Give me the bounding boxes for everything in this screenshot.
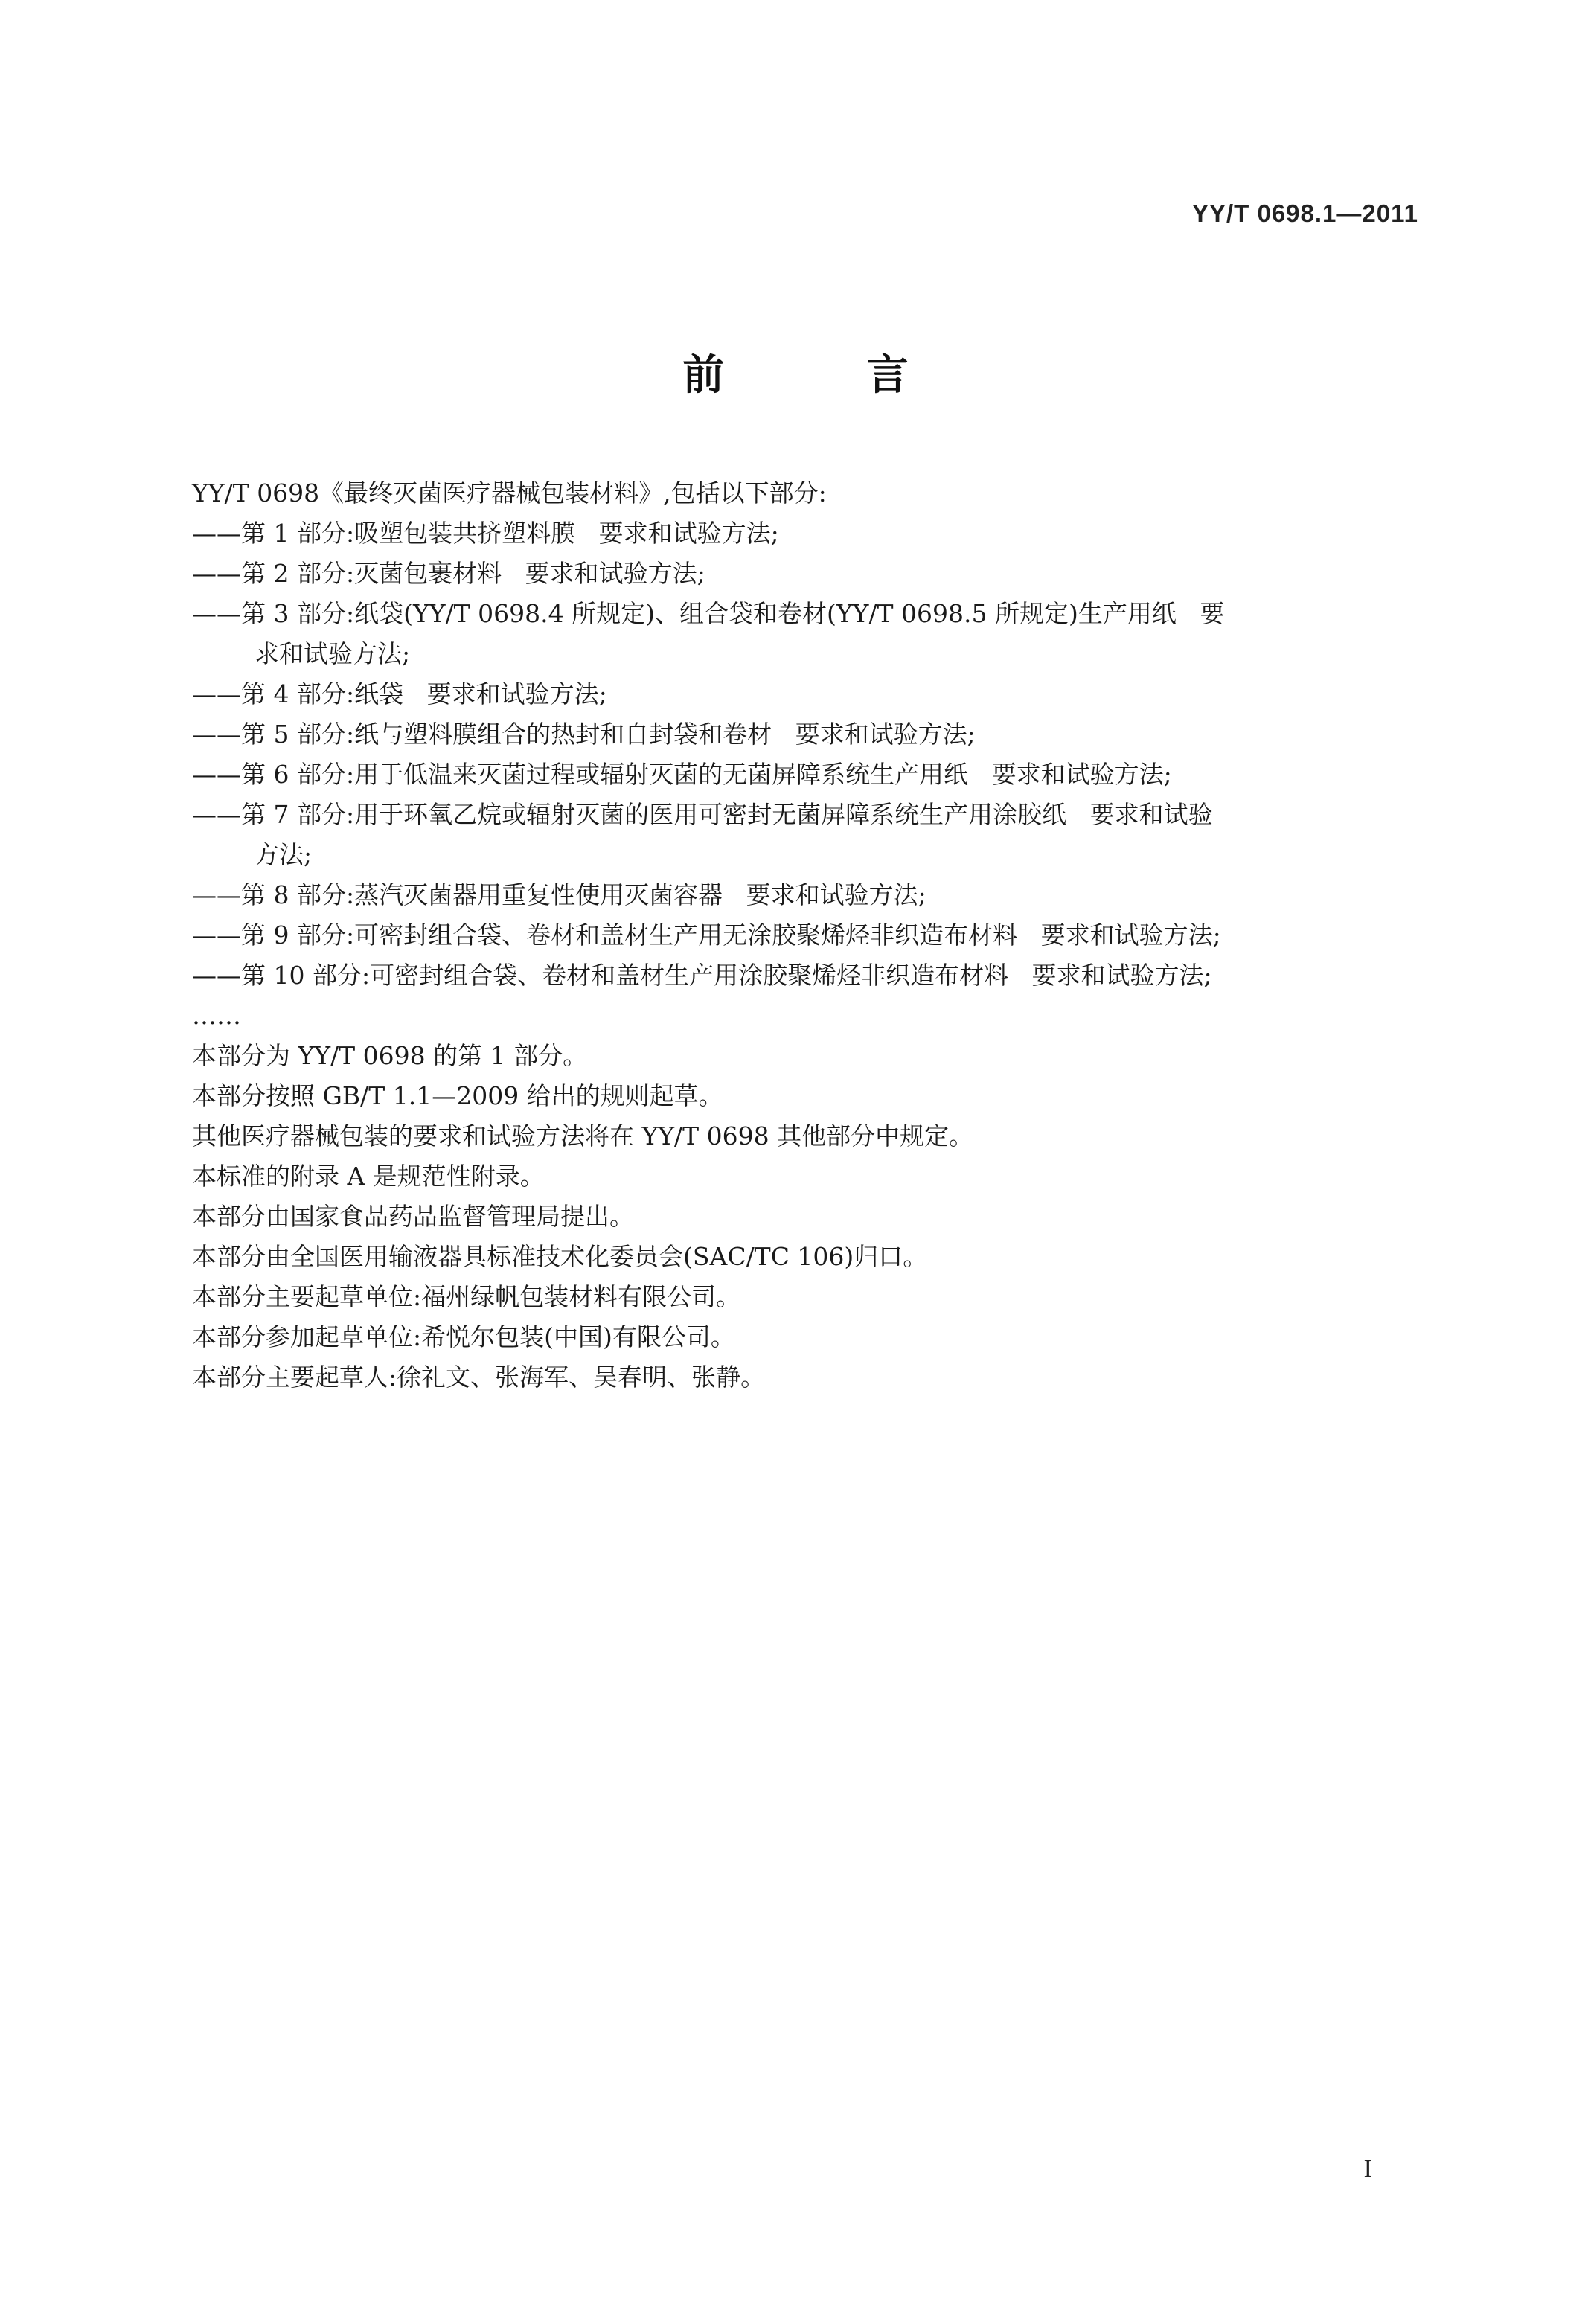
list-item: ——第 7 部分:用于环氧乙烷或辐射灭菌的医用可密封无菌屏障系统生产用涂胶纸 要求和试验: [192, 800, 1213, 829]
paragraph: 本部分为 YY/T 0698 的第 1 部分。: [192, 1041, 588, 1070]
paragraph: 本部分按照 GB/T 1.1—2009 给出的规则起草。: [192, 1081, 723, 1110]
paragraph: 本部分由国家食品药品监督管理局提出。: [192, 1202, 634, 1231]
list-item: ——第 4 部分:纸袋 要求和试验方法;: [192, 679, 607, 708]
paragraph: 本部分主要起草人:徐礼文、张海军、吴春明、张静。: [192, 1363, 766, 1392]
list-item: ——第 10 部分:可密封组合袋、卷材和盖材生产用涂胶聚烯烃非织造布材料 要求和试验方法;: [192, 961, 1212, 990]
list-item-continuation: 求和试验方法;: [255, 639, 411, 668]
paragraph: 本标准的附录 A 是规范性附录。: [192, 1162, 545, 1191]
list-item: ——第 5 部分:纸与塑料膜组合的热封和自封袋和卷材 要求和试验方法;: [192, 720, 976, 749]
foreword-body: [192, 473, 1427, 1398]
standard-code: YY/T 0698.1—2011: [1191, 199, 1418, 227]
list-item: ——第 6 部分:用于低温来灭菌过程或辐射灭菌的无菌屏障系统生产用纸 要求和试验方法;: [192, 760, 1172, 789]
list-item: ——第 2 部分:灭菌包裹材料 要求和试验方法;: [192, 559, 705, 588]
list-item-continuation: 方法;: [255, 840, 313, 869]
list-item: ——第 9 部分:可密封组合袋、卷材和盖材生产用无涂胶聚烯烃非织造布材料 要求和试验方法;: [192, 921, 1221, 950]
list-ellipsis: ……: [192, 1001, 241, 1030]
list-item: ——第 3 部分:纸袋(YY/T 0698.4 所规定)、组合袋和卷材(YY/T 0698.5 所规定)生产用纸 要: [192, 599, 1225, 628]
list-item: ——第 1 部分:吸塑包装共挤塑料膜 要求和试验方法;: [192, 519, 779, 548]
paragraph: 其他医疗器械包装的要求和试验方法将在 YY/T 0698 其他部分中规定。: [192, 1121, 974, 1150]
paragraph: 本部分参加起草单位:希悦尔包装(中国)有限公司。: [192, 1322, 735, 1351]
paragraph: 本部分由全国医用输液器具标准技术化委员会(SAC/TC 106)归口。: [192, 1242, 928, 1271]
intro-paragraph: YY/T 0698《最终灭菌医疗器械包装材料》,包括以下部分:: [192, 478, 827, 508]
paragraph: 本部分主要起草单位:福州绿帆包装材料有限公司。: [192, 1282, 741, 1311]
list-item: ——第 8 部分:蒸汽灭菌器用重复性使用灭菌容器 要求和试验方法;: [192, 880, 926, 909]
parts-list: [192, 513, 1427, 1036]
statement-paragraphs: [192, 1036, 1427, 1398]
page-number: I: [1363, 2155, 1372, 2183]
page-title: 前 言: [682, 351, 973, 400]
